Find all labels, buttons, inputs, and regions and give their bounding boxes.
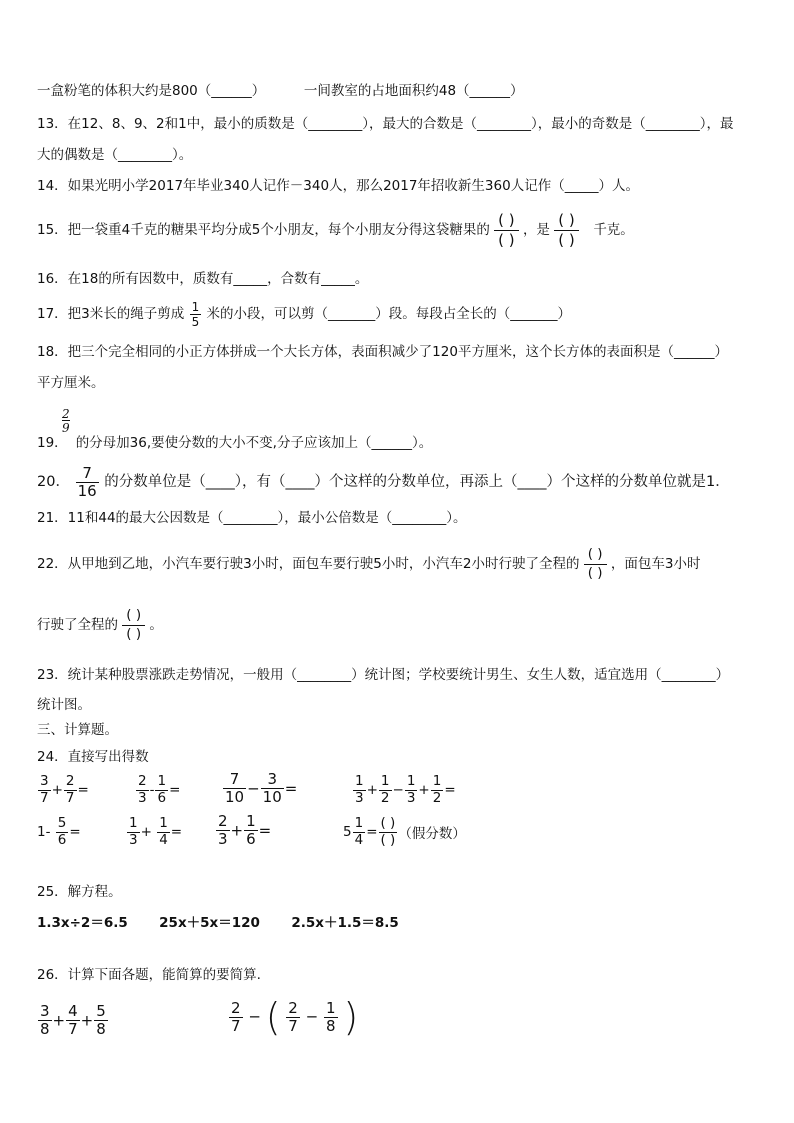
denominator: 7 (65, 789, 75, 806)
question-21: 21．11和44的最大公因数是（________），最小公倍数是（________）。 (37, 510, 467, 526)
numerator: 3 (40, 1002, 50, 1020)
question-22-line1 (37, 545, 757, 583)
calc-24-r2-1 (37, 817, 81, 847)
denominator: 3 (406, 789, 416, 806)
calc-24-r1-4 (352, 775, 456, 805)
question-23-line2: 统计图。 (37, 697, 91, 713)
fraction (229, 998, 243, 1035)
question-17 (37, 296, 757, 332)
question-14: 14．如果光明小学2017年毕业340人记作－340人，那么2017年招收新生360人记作（_____）人。 (37, 178, 639, 194)
fraction (286, 998, 300, 1035)
denominator: 6 (157, 789, 167, 806)
expression-text: = (284, 779, 298, 798)
question-19-number: 19． (37, 435, 68, 451)
question-26-title: 26．计算下面各题，能简算的要简算. (37, 967, 261, 983)
expression-text: = (258, 821, 272, 840)
fraction (261, 772, 284, 805)
fraction-blank (554, 210, 578, 249)
numerator: 5 (96, 1002, 106, 1020)
fraction (38, 1004, 52, 1037)
question-18-line2: 平方厘米。 (37, 375, 105, 391)
numerator: 2 (218, 812, 228, 830)
numerator: 7 (82, 463, 92, 482)
question-16: 16．在18的所有因数中，质数有_____，合数有_____。 (37, 271, 369, 287)
fraction (379, 817, 398, 847)
fraction (127, 817, 140, 847)
operator: − (305, 1007, 319, 1026)
fraction-blank-denominator: ( ) (558, 230, 575, 249)
expression-text: = (444, 782, 456, 798)
expression-text: （假分数） (398, 826, 466, 842)
fraction (56, 817, 69, 847)
equation-2: 25x＋5x＝120 (159, 915, 260, 931)
calc-24-r1-1 (37, 775, 89, 805)
denominator: 4 (159, 831, 168, 848)
expression-text: + (418, 782, 430, 798)
fraction-blank (122, 609, 145, 641)
question-13-line1: 13．在12、8、9、2和1中，最小的质数是（________），最大的合数是（________），最小的奇数是（________），最 (37, 116, 734, 132)
fraction (64, 775, 77, 805)
expression-text: = (77, 782, 89, 798)
fraction-blank-numerator: ( ) (498, 210, 515, 229)
denominator: 16 (77, 481, 97, 500)
fraction-blank (494, 210, 518, 249)
question-24-title: 24．直接写出得数 (37, 749, 149, 765)
question-20 (37, 464, 757, 500)
numerator: 3 (267, 770, 277, 788)
question-18-line1: 18．把三个完全相同的小正方体拼成一个大长方体，表面积减少了120平方厘米，这个长方体的表面积是（______） (37, 344, 728, 360)
numerator: 4 (68, 1002, 78, 1020)
denominator: 5 (191, 314, 200, 329)
operator: − (248, 1007, 261, 1026)
numerator: 2 (231, 998, 241, 1017)
numerator: 1 (129, 815, 138, 831)
question-22-line2 (37, 606, 757, 644)
denominator: 2 (380, 789, 390, 806)
fraction (76, 463, 99, 500)
denominator: 10 (225, 788, 245, 806)
expression-text: = (169, 782, 181, 798)
expression-text: + (80, 1011, 94, 1030)
expression-text: = (170, 824, 183, 840)
expression-text: − (247, 779, 260, 798)
denominator: 3 (129, 831, 138, 848)
numerator: 5 (57, 815, 67, 831)
numerator: 1 (432, 773, 442, 789)
fraction (136, 775, 149, 805)
denominator: 6 (246, 830, 256, 848)
numerator: 1 (157, 773, 167, 789)
denominator: ( ) (380, 831, 396, 848)
fraction (244, 814, 258, 847)
question-22-text-b: ，面包车3小时 (610, 556, 701, 572)
numerator: 1 (355, 773, 364, 789)
numerator: 3 (40, 773, 49, 789)
denominator: 7 (288, 1016, 298, 1035)
fraction (38, 775, 51, 805)
numerator: 2 (288, 998, 298, 1017)
question-25-equations (37, 914, 757, 932)
numerator: 7 (229, 770, 240, 788)
denominator: 8 (96, 1020, 106, 1038)
denominator: 10 (262, 788, 282, 806)
fraction (190, 301, 202, 328)
numerator: 1 (325, 998, 336, 1017)
numerator: 1 (159, 815, 168, 831)
calc-24-r1-3 (222, 772, 297, 805)
question-25-title: 25．解方程。 (37, 884, 122, 900)
fraction (405, 775, 418, 805)
question-top-a: 一盒粉笔的体积大约是800（______） (37, 83, 266, 99)
numerator: ( ) (380, 815, 396, 831)
question-19-text: 的分母加36,要使分数的大小不变,分子应该加上（______）。 (75, 435, 433, 451)
question-22-text-2: 行驶了全程的 (37, 617, 118, 633)
denominator: 9 (62, 421, 70, 435)
denominator: 7 (40, 789, 49, 806)
denominator: 7 (68, 1020, 78, 1038)
section-3-heading: 三、计算题。 (37, 722, 118, 738)
question-13-line2: 大的偶数是（________）。 (37, 147, 193, 163)
calc-24-r2-3 (215, 814, 271, 847)
fraction-blank-denominator: ( ) (126, 625, 142, 642)
fraction-blank-numerator: ( ) (558, 210, 575, 229)
fraction (155, 775, 168, 805)
calc-26-1 (37, 1004, 109, 1037)
fraction (353, 817, 366, 847)
fraction (431, 775, 444, 805)
fraction-blank-numerator: ( ) (587, 546, 603, 562)
denominator: 6 (57, 831, 67, 848)
fraction (223, 772, 246, 805)
denominator: 8 (40, 1020, 50, 1038)
equation-3: 2.5x＋1.5＝8.5 (291, 915, 399, 931)
calc-24-r1-2 (135, 775, 180, 805)
fraction-blank (584, 548, 607, 580)
question-19 (37, 434, 757, 452)
question-15-mid: ，是 (522, 222, 550, 238)
question-22-text: 22．从甲地到乙地，小汽车要行驶3小时，面包车要行驶5小时，小汽车2小时行驶了全程的 (37, 556, 580, 572)
question-22-text-2b: 。 (149, 617, 163, 633)
fraction (94, 1004, 108, 1037)
fraction (353, 775, 366, 805)
expression-text: 1- (37, 824, 55, 840)
numerator: 1 (406, 773, 416, 789)
question-19-fraction (62, 408, 70, 434)
question-15-text: 15．把一袋重4千克的糖果平均分成5个小朋友，每个小朋友分得这袋糖果的 (37, 222, 490, 238)
denominator: 8 (325, 1016, 336, 1035)
expression-text: + (366, 782, 378, 798)
numerator: 2 (138, 773, 147, 789)
expression-text: 5 (343, 824, 352, 840)
denominator: 2 (432, 789, 442, 806)
question-20-number: 20． (37, 474, 70, 490)
equation-1: 1.3x÷2＝6.5 (37, 915, 128, 931)
question-20-text: 的分数单位是（____），有（____）个这样的分数单位，再添上（____）个这样的分数单位就是1． (104, 474, 730, 490)
question-15 (37, 212, 757, 248)
numerator: 1 (354, 815, 364, 831)
question-17-post: 米的小段，可以剪（_______）段。每段占全长的（_______） (206, 306, 572, 322)
denominator: 4 (354, 831, 364, 848)
right-parenthesis: ) (343, 995, 359, 1039)
expression-text: = (69, 824, 81, 840)
numerator: 1 (246, 812, 256, 830)
question-17-text: 17．把3米长的绳子剪成 (37, 306, 185, 322)
denominator: 3 (355, 789, 364, 806)
denominator: 3 (138, 789, 147, 806)
fraction (216, 814, 230, 847)
fraction-blank-denominator: ( ) (587, 564, 603, 581)
fraction-blank-denominator: ( ) (498, 230, 515, 249)
calc-24-r2-4 (343, 817, 466, 847)
numerator: 2 (65, 773, 75, 789)
question-top-b: 一间教室的占地面积约48（______） (303, 83, 524, 99)
left-parenthesis: ( (265, 995, 281, 1039)
numerator: 1 (191, 299, 200, 314)
calc-24-r2-2 (126, 817, 182, 847)
expression-text: + (51, 782, 63, 798)
expression-text: + (140, 824, 157, 840)
expression-text: − (392, 782, 404, 798)
fraction (157, 817, 170, 847)
expression-text: + (230, 821, 244, 840)
question-top (37, 82, 757, 100)
expression-text: - (149, 782, 155, 798)
numerator: 2 (62, 407, 70, 421)
expression-text: = (366, 824, 378, 840)
denominator: 3 (218, 830, 228, 848)
fraction (379, 775, 392, 805)
question-15-post: 千克。 (593, 222, 634, 238)
denominator: 7 (231, 1016, 241, 1035)
fraction-blank-numerator: ( ) (126, 607, 142, 623)
fraction (66, 1004, 80, 1037)
numerator: 1 (380, 773, 390, 789)
calc-26-2 (228, 995, 359, 1039)
fraction (324, 998, 338, 1035)
question-23-line1: 23．统计某种股票涨跌走势情况，一般用（________）统计图；学校要统计男生、女生人数，适宜选用（________） (37, 667, 730, 683)
expression-text: + (52, 1011, 66, 1030)
